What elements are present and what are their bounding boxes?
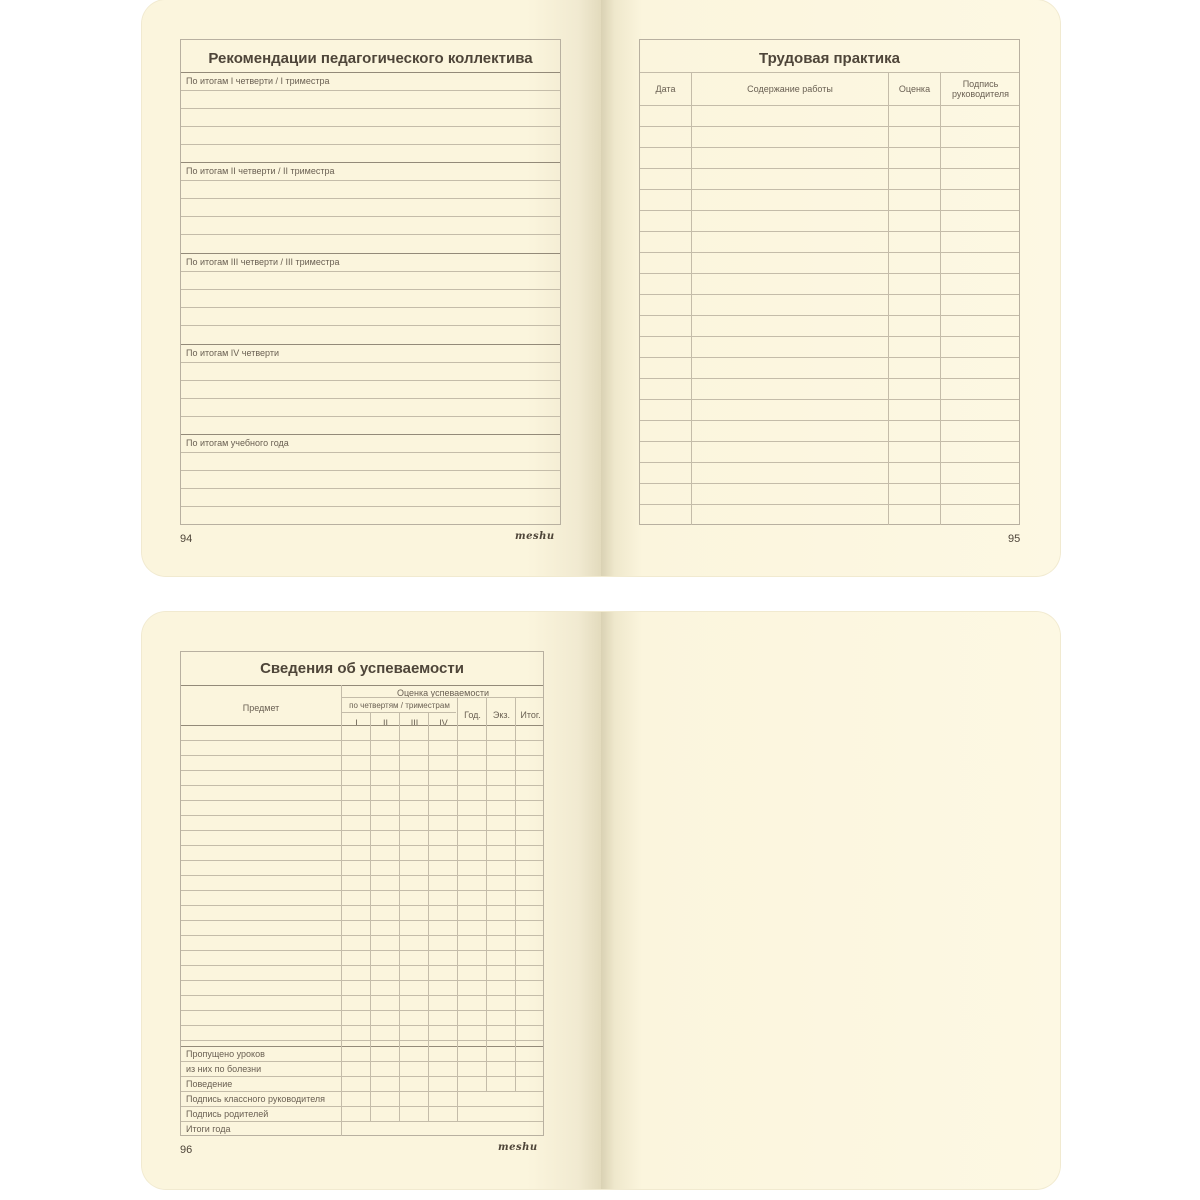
- rule-line: [181, 289, 560, 290]
- rule-line: [640, 420, 1019, 421]
- rule-line: [181, 770, 543, 771]
- column-divider: [691, 72, 692, 525]
- rule-line: [181, 72, 560, 73]
- column-header-year: Год.: [464, 710, 481, 720]
- brand-logo: meshu: [498, 1142, 538, 1153]
- rule-line: [181, 307, 560, 308]
- rule-line: [181, 180, 560, 181]
- rule-line: [181, 920, 543, 921]
- rule-line: [181, 380, 560, 381]
- page-title: Рекомендации педагогического коллектива: [208, 50, 533, 67]
- column-divider: [940, 72, 941, 525]
- rule-line: [181, 126, 560, 127]
- column-divider: [888, 72, 889, 525]
- rule-line: [181, 1121, 543, 1122]
- rule-line: [181, 1046, 543, 1047]
- rule-line: [341, 697, 543, 698]
- rule-line: [181, 1106, 543, 1107]
- page-95: [601, 0, 1060, 576]
- rule-line: [640, 504, 1019, 505]
- rule-line: [640, 357, 1019, 358]
- rule-line: [181, 325, 560, 326]
- rule-line: [640, 441, 1019, 442]
- work-practice-table: [639, 39, 1020, 525]
- rule-line: [640, 483, 1019, 484]
- rule-line: [181, 1010, 543, 1011]
- rule-line: [181, 488, 560, 489]
- rule-line: [181, 875, 543, 876]
- rule-line: [181, 234, 560, 235]
- rule-line: [181, 845, 543, 846]
- rule-line: [640, 252, 1019, 253]
- rule-line: [181, 800, 543, 801]
- rule-line: [181, 815, 543, 816]
- footer-row-label: Пропущено уроков: [186, 1049, 265, 1059]
- rule-line: [181, 830, 543, 831]
- rule-line: [181, 506, 560, 507]
- rule-line: [181, 470, 560, 471]
- column-divider: [457, 697, 458, 1121]
- rule-line: [181, 162, 560, 163]
- column-header-exam: Экз.: [492, 710, 511, 720]
- column-header-grade: Оценка: [898, 84, 931, 94]
- rule-line: [181, 198, 560, 199]
- column-divider: [341, 685, 342, 1136]
- spread-top: [142, 0, 1060, 576]
- rule-line: [181, 1040, 543, 1041]
- column-divider: [515, 697, 516, 1091]
- section-label: По итогам I четверти / I триместра: [186, 76, 330, 86]
- grades-table: [180, 651, 544, 1136]
- column-divider: [370, 712, 371, 1121]
- page-94: [142, 0, 601, 576]
- rule-line: [640, 315, 1019, 316]
- rule-line: [181, 271, 560, 272]
- spread-bottom: [142, 612, 1060, 1189]
- rule-line: [640, 231, 1019, 232]
- rule-line: [640, 378, 1019, 379]
- rule-line: [181, 362, 560, 363]
- section-label: По итогам III четверти / III триместра: [186, 257, 340, 267]
- page-96: [142, 612, 601, 1189]
- rule-line: [640, 399, 1019, 400]
- signature-line-2: руководителя: [951, 89, 1010, 99]
- column-header-quarters: по четвертям / триместрам: [349, 701, 450, 710]
- column-header-date: Дата: [655, 84, 676, 94]
- rule-line: [181, 144, 560, 145]
- brand-logo: meshu: [515, 531, 555, 542]
- rule-line: [181, 108, 560, 109]
- column-header-grade-group: Оценка успеваемости: [397, 688, 489, 698]
- rule-line: [640, 462, 1019, 463]
- rule-line: [640, 294, 1019, 295]
- rule-line: [640, 126, 1019, 127]
- footer-row-label: из них по болезни: [186, 1064, 262, 1074]
- recommendations-table: [180, 39, 561, 525]
- column-divider: [399, 712, 400, 1121]
- rule-line: [640, 273, 1019, 274]
- footer-row-label: Итоги года: [186, 1124, 231, 1134]
- rule-line: [181, 950, 543, 951]
- rule-line: [181, 1061, 543, 1062]
- section-label: По итогам учебного года: [186, 438, 289, 448]
- rule-line: [640, 168, 1019, 169]
- section-label: По итогам II четверти / II триместра: [186, 166, 335, 176]
- rule-line: [181, 398, 560, 399]
- rule-line: [181, 1025, 543, 1026]
- column-header-subject: Предмет: [242, 703, 280, 713]
- rule-line: [181, 995, 543, 996]
- page-number: 95: [1008, 533, 1021, 545]
- rule-line: [181, 755, 543, 756]
- blank-page: [601, 612, 1060, 1189]
- rule-line: [640, 189, 1019, 190]
- footer-row-label: Подпись родителей: [186, 1109, 269, 1119]
- rule-line: [341, 712, 456, 713]
- column-divider: [428, 712, 429, 1121]
- rule-line: [640, 210, 1019, 211]
- column-header-signature: [941, 79, 1020, 99]
- signature-line-1: Подпись: [962, 79, 999, 89]
- rule-line: [640, 336, 1019, 337]
- column-header-q4: IV: [439, 718, 448, 728]
- rule-line: [181, 90, 560, 91]
- page-title: Трудовая практика: [759, 50, 900, 67]
- column-header-q1: I: [355, 718, 358, 728]
- rule-line: [181, 860, 543, 861]
- section-label: По итогам IV четверти: [186, 348, 279, 358]
- page-number: 94: [180, 533, 193, 545]
- rule-line: [181, 1091, 543, 1092]
- column-header-q2: II: [382, 718, 388, 728]
- rule-line: [640, 147, 1019, 148]
- rule-line: [181, 253, 560, 254]
- page-title: Сведения об успеваемости: [260, 660, 464, 677]
- rule-line: [181, 890, 543, 891]
- rule-line: [181, 725, 543, 726]
- rule-line: [181, 452, 560, 453]
- footer-row-label: Поведение: [186, 1079, 233, 1089]
- rule-line: [181, 935, 543, 936]
- rule-line: [640, 105, 1019, 106]
- rule-line: [181, 434, 560, 435]
- rule-line: [181, 905, 543, 906]
- rule-line: [181, 1076, 543, 1077]
- column-header-content: Содержание работы: [747, 84, 833, 94]
- rule-line: [181, 965, 543, 966]
- rule-line: [181, 216, 560, 217]
- rule-line: [181, 980, 543, 981]
- rule-line: [181, 785, 543, 786]
- page-number: 96: [180, 1144, 193, 1156]
- column-header-final: Итог.: [520, 710, 541, 720]
- column-header-q3: III: [410, 718, 419, 728]
- rule-line: [181, 416, 560, 417]
- footer-row-label: Подпись классного руководителя: [186, 1094, 326, 1104]
- rule-line: [181, 344, 560, 345]
- rule-line: [181, 740, 543, 741]
- column-divider: [486, 697, 487, 1091]
